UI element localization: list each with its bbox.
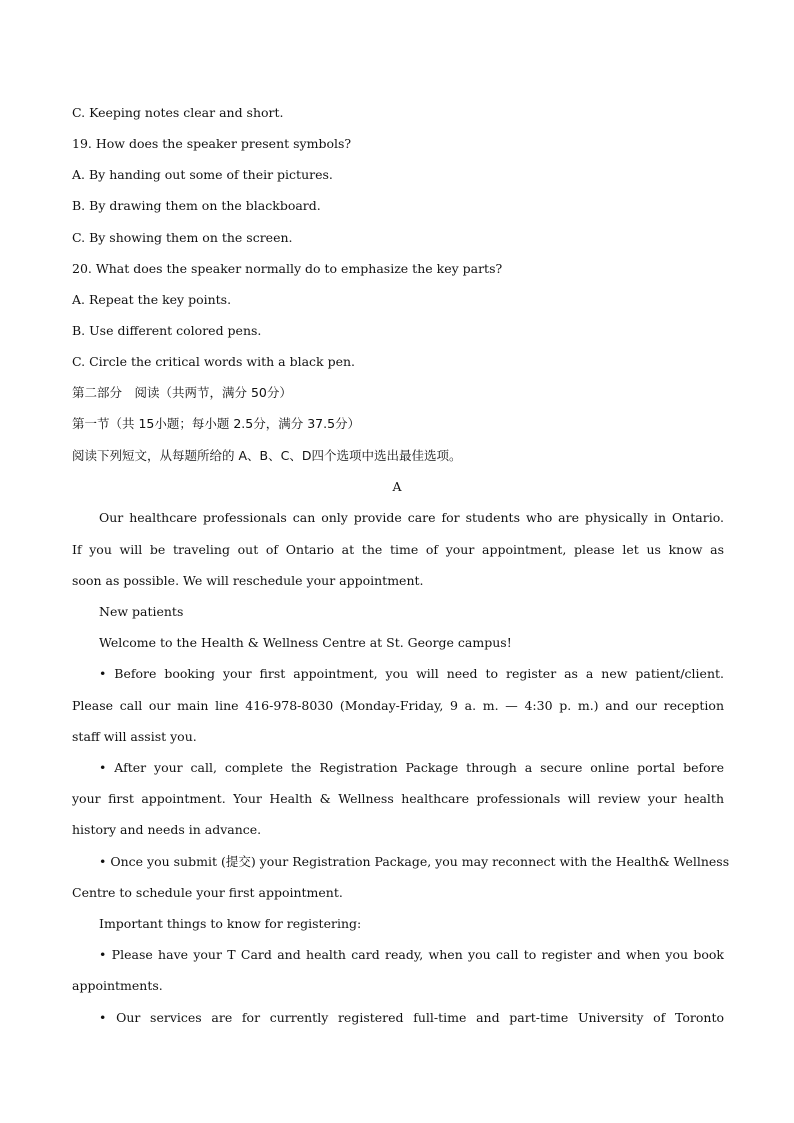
passage-bullet-line: • After your call, complete the Registration Package through a secure online portal before <box>99 760 724 775</box>
passage-bullet-line: • Please have your T Card and health card ready, when you call to register and when you book <box>99 947 724 962</box>
reading-instruction: 阅读下列短文，从每题所给的 A、B、C、D四个选项中选出最佳选项。 <box>72 448 462 463</box>
passage-line: staff will assist you. <box>72 729 197 744</box>
q20-stem: 20. What does the speaker normally do to emphasize the key parts? <box>72 261 503 276</box>
passage-line: Centre to schedule your first appointment. <box>72 885 343 900</box>
passage-line: your first appointment. Your Health & Wellness healthcare professionals will review your health <box>72 791 724 806</box>
q20-option-a: A. Repeat the key points. <box>72 292 232 307</box>
q19-option-c: C. By showing them on the screen. <box>72 230 293 245</box>
passage-line: Our healthcare professionals can only provide care for students who are physically in Ontario. <box>99 510 724 525</box>
q19-stem: 19. How does the speaker present symbols? <box>72 136 352 151</box>
passage-line: Please call our main line 416-978-8030 (Monday-Friday, 9 a. m. — 4:30 p. m.) and our reception <box>72 698 724 713</box>
passage-letter: A <box>392 479 402 494</box>
q19-option-a: A. By handing out some of their pictures. <box>72 167 333 182</box>
passage-line: history and needs in advance. <box>72 822 262 837</box>
passage-bullet-line: • Before booking your first appointment, you will need to register as a new patient/client. <box>99 666 724 681</box>
q19-option-b: B. By drawing them on the blackboard. <box>72 198 321 213</box>
q20-option-c: C. Circle the critical words with a black pen. <box>72 354 356 369</box>
passage-bullet-line: • Once you submit (提交) your Registration Package, you may reconnect with the Health& Wellness <box>99 854 730 869</box>
part-title: 第二部分 阅读（共两节，满分 50分） <box>72 385 292 400</box>
passage-line: appointments. <box>72 978 163 993</box>
q18-option-c: C. Keeping notes clear and short. <box>72 105 284 120</box>
passage-heading-new-patients: New patients <box>99 604 184 619</box>
passage-line: If you will be traveling out of Ontario at the time of your appointment, please let us know as <box>72 542 724 557</box>
passage-line: soon as possible. We will reschedule your appointment. <box>72 573 424 588</box>
passage-heading-registering: Important things to know for registering: <box>99 916 362 931</box>
passage-line: Welcome to the Health & Wellness Centre at St. George campus! <box>99 635 512 650</box>
q20-option-b: B. Use different colored pens. <box>72 323 262 338</box>
passage-bullet-line: • Our services are for currently registered full-time and part-time University of Toronto <box>99 1010 724 1025</box>
subsection-title: 第一节（共 15小题；每小题 2.5分，满分 37.5分） <box>72 416 361 431</box>
